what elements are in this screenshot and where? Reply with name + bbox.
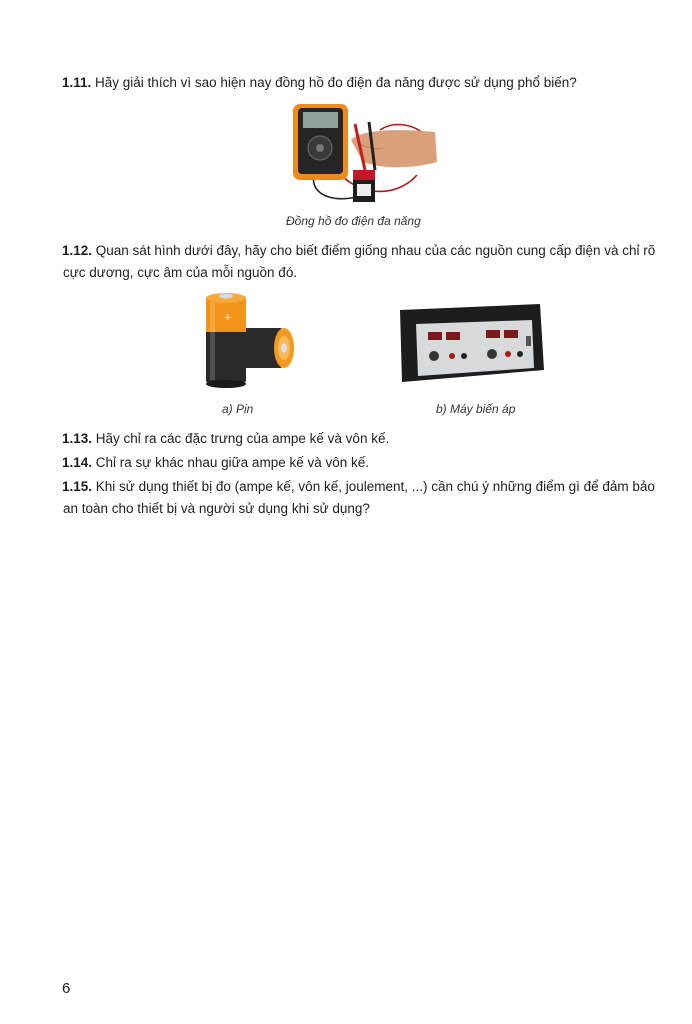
- question-text: Chỉ ra sự khác nhau giữa ampe kế và vôn kế.: [92, 455, 369, 470]
- question-number: 1.13.: [62, 431, 93, 446]
- question-1-12: [62, 240, 672, 284]
- question-number: 1.15.: [62, 479, 93, 494]
- power-supply-caption: b) Máy biến áp: [436, 402, 516, 416]
- question-text: Quan sát hình dưới đây, hãy cho biết điểm giống nhau của các nguồn cung cấp điện và chỉ rõ: [92, 243, 656, 258]
- question-text: Hãy giải thích vì sao hiện nay đồng hồ đo điện đa năng được sử dụng phổ biến?: [91, 75, 577, 90]
- question-text-cont: an toàn cho thiết bị và người sử dụng khi sử dụng?: [63, 501, 370, 516]
- question-1-13: [62, 428, 672, 450]
- power-supply-image: [394, 300, 546, 386]
- page-number: 6: [62, 980, 71, 997]
- battery-image: [200, 290, 296, 390]
- battery-plus-sign: +: [224, 313, 232, 323]
- question-1-14: [62, 452, 672, 474]
- question-1-15: [62, 476, 672, 520]
- question-number: 1.14.: [62, 455, 93, 470]
- question-text: Hãy chỉ ra các đặc trưng của ampe kế và vôn kế.: [92, 431, 390, 446]
- question-1-11: [62, 72, 672, 94]
- question-number: 1.12.: [62, 243, 93, 258]
- question-text-cont: cực dương, cực âm của mỗi nguồn đó.: [63, 265, 298, 280]
- battery-caption: a) Pin: [222, 402, 254, 416]
- multimeter-caption: Đồng hồ đo điện đa năng: [286, 214, 421, 228]
- multimeter-image: [285, 100, 445, 208]
- question-text: Khi sử dụng thiết bị đo (ampe kế, vôn kế, joulement, ...) cần chú ý những điểm gì để đảm bảo: [92, 479, 655, 494]
- question-number: 1.11.: [62, 75, 92, 90]
